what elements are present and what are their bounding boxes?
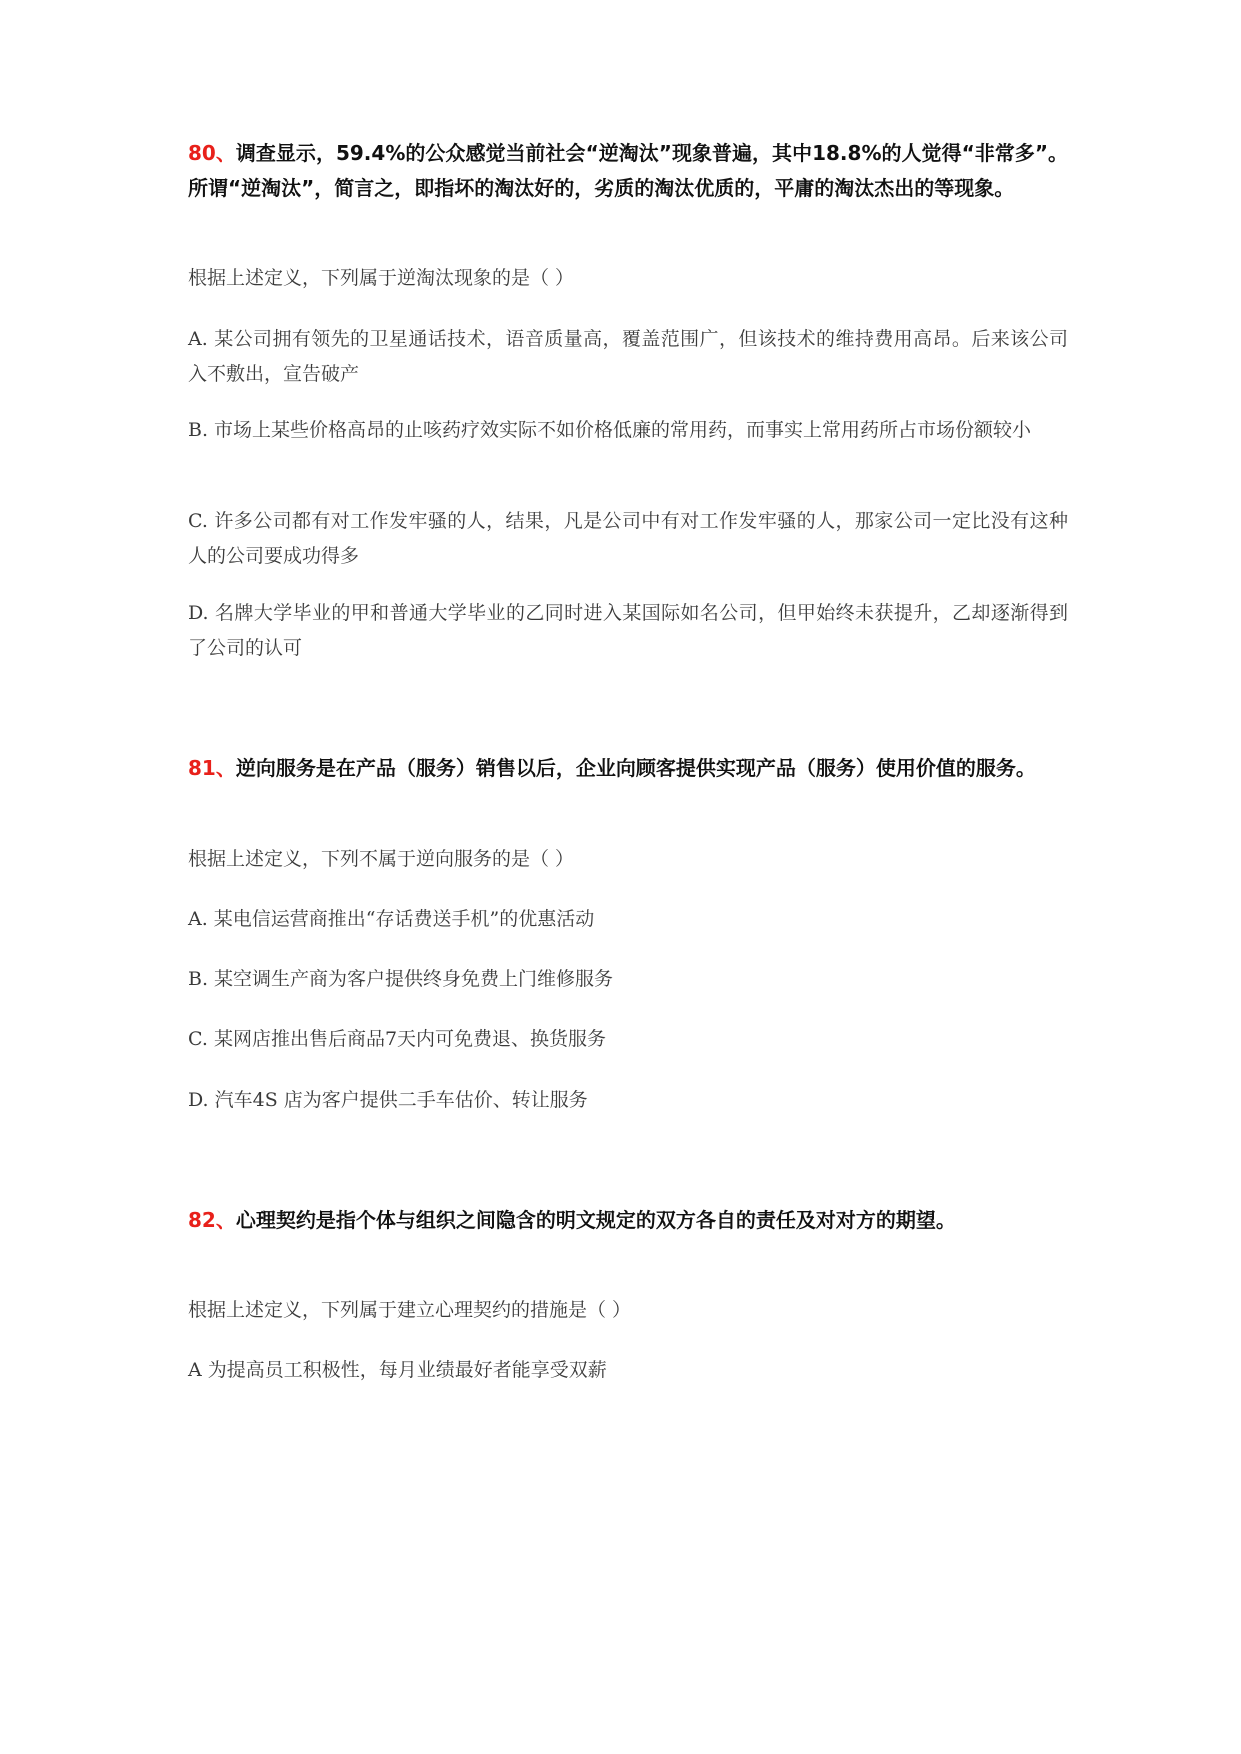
question-82-stem (188, 1203, 1068, 1238)
question-80-option-c: C. 许多公司都有对工作发牢骚的人，结果，凡是公司中有对工作发牢骚的人，那家公司一定比没有这种人的公司要成功得多 (188, 510, 1068, 567)
question-82-prompt: 根据上述定义，下列属于建立心理契约的措施是（ ） (188, 1299, 632, 1321)
question-80-option-a: A. 某公司拥有领先的卫星通话技术，语音质量高，覆盖范围广，但该技术的维持费用高昂。后来该公司入不敷出，宣告破产 (188, 328, 1068, 385)
question-81-option-c: C. 某网店推出售后商品7天内可免费退、换货服务 (188, 1028, 607, 1050)
question-81-stem (188, 751, 1068, 786)
question-80-option-d: D. 名牌大学毕业的甲和普通大学毕业的乙同时进入某国际如名公司，但甲始终未获提升，乙却逐渐得到了公司的认可 (188, 602, 1068, 659)
question-80-option-b: B. 市场上某些价格高昂的止咳药疗效实际不如价格低廉的常用药，而事实上常用药所占市场份额较小 (188, 419, 1032, 441)
question-number: 81、 (188, 756, 236, 780)
question-80-prompt: 根据上述定义，下列属于逆淘汰现象的是（ ） (188, 267, 575, 289)
question-text: 心理契约是指个体与组织之间隐含的明文规定的双方各自的责任及对对方的期望。 (235, 1208, 956, 1232)
question-number: 82、 (188, 1208, 236, 1232)
question-81-option-b: B. 某空调生产商为客户提供终身免费上门维修服务 (188, 968, 614, 990)
question-81-option-d: D. 汽车4S 店为客户提供二手车估价、转让服务 (188, 1089, 588, 1111)
question-82-option-a: A 为提高员工积极性，每月业绩最好者能享受双薪 (188, 1359, 607, 1381)
question-80-stem (188, 136, 1068, 206)
question-81-option-a: A. 某电信运营商推出“存话费送手机”的优惠活动 (188, 908, 595, 930)
question-text: 调查显示，59.4%的公众感觉当前社会“逆淘汰”现象普遍，其中18.8%的人觉得“非常多”。所谓“逆淘汰”，简言之，即指坏的淘汰好的，劣质的淘汰优质的，平庸的淘汰杰出的等现象。 (188, 141, 1068, 200)
question-text: 逆向服务是在产品（服务）销售以后，企业向顾客提供实现产品（服务）使用价值的服务。 (235, 756, 1036, 780)
question-number: 80、 (188, 141, 236, 165)
question-81-prompt: 根据上述定义，下列不属于逆向服务的是（ ） (188, 848, 575, 870)
